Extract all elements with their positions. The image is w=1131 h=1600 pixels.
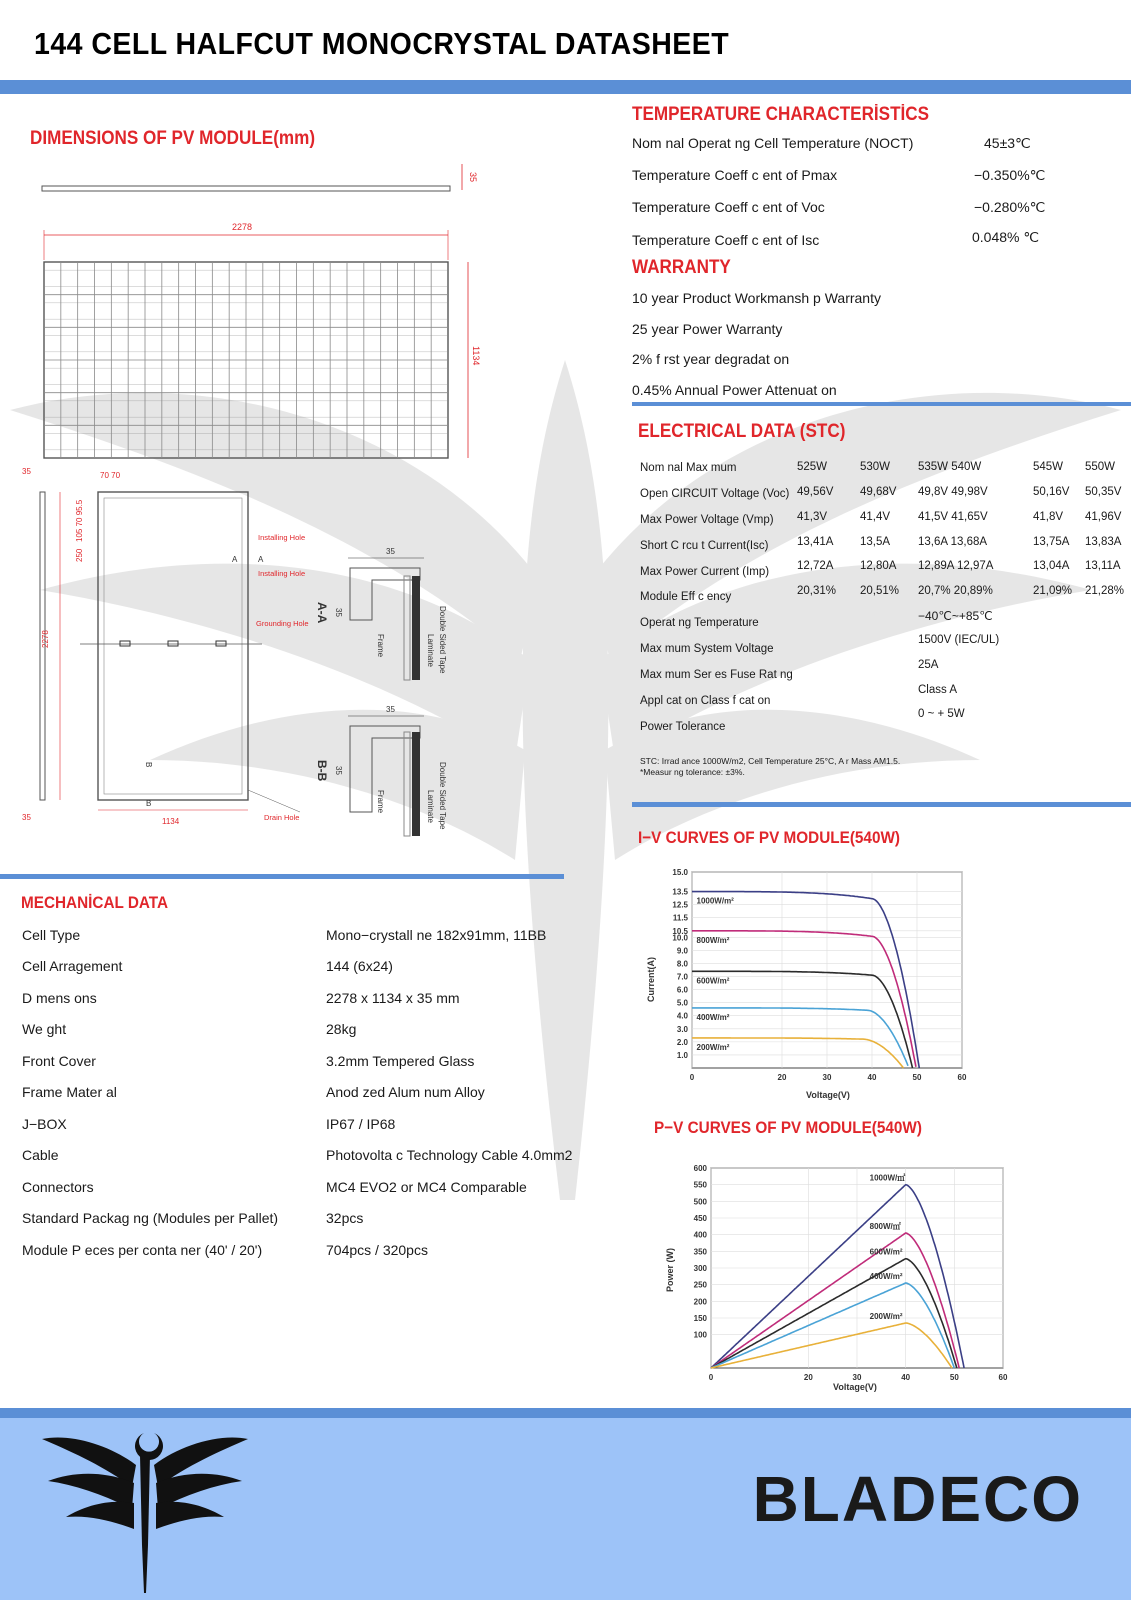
mech-row-value: Photovolta c Technology Cable 4.0mm2 [326,1147,573,1163]
y-tick-label: 500 [693,1197,707,1207]
y-tick-label: 3.0 [676,1024,688,1034]
y-tick-label: 15.0 [672,868,688,877]
elec-row-label: Max Power Current (Imp) [640,566,770,578]
elec-cell: 50,16V [1033,486,1070,498]
temp-row-value: −0.350%℃ [974,167,1046,183]
elec-other-label: Operat ng Temperature [640,617,759,629]
elec-cell: 49,68V [860,486,897,498]
y-tick-label: 550 [693,1180,707,1190]
mech-row-label: Module P eces per conta ner (40' / 20') [22,1242,263,1258]
label-b-rear: B [144,762,153,768]
elec-cell: 12,89A 12,97A [918,560,994,572]
y-tick-label: 2.0 [676,1037,688,1047]
elec-cell: 20,31% [797,585,837,597]
elec-other-value: 25A [918,659,939,671]
temp-row-value: 0.048% ℃ [972,229,1040,245]
bb-label: B-B [315,760,329,782]
elec-cell: 12,72A [797,560,834,572]
page-title: 144 CELL HALFCUT MONOCRYSTAL DATASHEET [34,26,730,61]
pv-series-label: 600W/m² [869,1247,903,1257]
temp-row-value: −0.280%℃ [974,199,1046,215]
elec-other-value: 0 ~ + 5W [918,708,965,720]
x-tick-label: 50 [912,1073,922,1082]
aa-frame-label: Frame [376,634,385,658]
y-tick-label: 400 [693,1230,707,1240]
elec-cell: 13,5A [860,536,891,548]
y-tick-label: 450 [693,1214,707,1223]
elec-power: 530W [860,461,891,473]
bb-frame-label: Frame [376,790,385,814]
electrical-divider [632,802,1131,807]
grounding-hole-label: Grounding Hole [256,619,309,628]
mech-row-label: J−BOX [22,1116,67,1132]
elec-cell: 49,56V [797,486,834,498]
aa-height-dim: 35 [334,608,343,617]
temp-row-value: 45±3℃ [984,135,1031,151]
elec-power: 545W [1033,461,1064,473]
elec-header-label: Nom nal Max mum [640,462,737,474]
brand-name: BLADECO [752,1463,1083,1535]
pv-series-label: 1000W/㎡ [869,1173,906,1183]
mech-row-value: 3.2mm Tempered Glass [326,1053,475,1069]
pv-chart [655,1158,1025,1396]
mech-row-value: MC4 EVO2 or MC4 Comparable [326,1179,527,1195]
length-dim: 2278 [232,222,253,232]
mech-row-value: 28kg [326,1021,357,1037]
dimensions-title: DIMENSIONS OF PV MODULE(mm) [30,128,316,149]
x-tick-label: 0 [708,1373,714,1382]
installing-hole-label: Installing Hole [258,533,306,542]
elec-cell: 20,51% [860,585,900,597]
elec-cell: 41,96V [1085,511,1122,523]
elec-cell: 13,6A 13,68A [918,536,988,548]
mech-row-label: Standard Packag ng (Modules per Pallet) [22,1210,279,1226]
elec-cell: 13,11A [1085,560,1121,572]
elec-other-value: 1500V (IEC/UL) [918,634,1000,646]
elec-cell: 13,04A [1033,560,1070,572]
y-tick-label: 350 [693,1247,707,1257]
temp-row-label: Temperature Coeff c ent of Isc [632,232,820,248]
mechanical-title: MECHANİCAL DATA [21,893,169,912]
elec-cell: 13,83A [1085,536,1122,548]
label-b-rear-2: B [146,799,152,808]
mech-row-label: We ght [22,1021,67,1037]
elec-other-label: Max mum Ser es Fuse Rat ng [640,669,793,681]
y-tick-label: 1.0 [676,1050,688,1060]
iv-xlabel: Voltage(V) [806,1090,850,1100]
warranty-item: 2% f rst year degradat on [632,351,790,367]
pv-series-label: 200W/m² [869,1312,903,1321]
cell-grid [44,262,448,458]
elec-cell: 41,8V [1033,511,1064,523]
elec-row-label: Max Power Voltage (Vmp) [640,514,774,526]
temp-row-label: Temperature Coeff c ent of Voc [632,199,825,215]
x-tick-label: 50 [949,1373,959,1382]
aa-width-dim: 35 [386,547,395,556]
mech-row-label: Frame Mater al [22,1084,117,1100]
iv-series-label: 800W/m² [696,935,730,945]
elec-other-value: −40℃~+85℃ [918,609,993,623]
x-tick-label: 40 [867,1073,877,1082]
bb-height-dim: 35 [334,766,343,775]
elec-other-label: Power Tolerance [640,721,726,733]
mech-row-label: D mens ons [22,990,97,1006]
elec-cell: 13,41A [797,536,834,548]
bb-laminate-label: Laminate [426,790,435,823]
aa-laminate-label: Laminate [426,634,435,667]
drain-hole-label: Drain Hole [264,813,300,822]
rear-hole-spacing: 70 70 [100,471,121,480]
y-tick-label: 5.0 [676,998,688,1008]
y-tick-label: 11.5 [672,913,688,923]
elec-cell: 20,7% 20,89% [918,585,993,597]
bb-width-dim: 35 [386,705,395,714]
x-tick-label: 20 [777,1073,787,1082]
thickness-dim: 35 [468,172,478,183]
header-band [0,80,1131,94]
rear-hole-250: 250 [75,548,84,562]
electrical-title: ELECTRICAL DATA (STC) [638,421,846,442]
iv-series-label: 400W/m² [696,1012,730,1022]
elec-power: 550W [1085,461,1116,473]
elec-cell: 12,80A [860,560,897,572]
y-tick-label: 200 [693,1297,707,1307]
y-tick-label: 8.0 [676,959,688,969]
warranty-item: 25 year Power Warranty [632,321,783,337]
y-tick-label: 12.5 [672,900,688,910]
temp-row-label: Nom nal Operat ng Cell Temperature (NOCT) [632,135,914,151]
aa-tape-label: Double Sided Tape [438,606,447,674]
elec-cell: 41,4V [860,511,891,523]
x-tick-label: 30 [852,1373,862,1382]
x-tick-label: 20 [803,1373,813,1382]
installing-hole-label-2: Installing Hole [258,569,306,578]
rear-bottom-dim: 35 [22,813,31,822]
label-a-right: A [258,555,264,564]
mech-row-value: 704pcs / 320pcs [326,1242,428,1258]
iv-series-label: 600W/m² [696,976,730,986]
elec-cell: 41,5V 41,65V [918,511,988,523]
y-tick-label: 600 [693,1164,707,1173]
elec-other-label: Appl cat on Class f cat on [640,695,771,707]
mech-row-value: Mono−crystall ne 182x91mm, 11BB [326,927,547,943]
elec-power: 535W 540W [918,461,982,473]
iv-series-label: 200W/m² [696,1042,730,1052]
stc-note: STC: Irrad ance 1000W/m2, Cell Temperature 25°C, A r Mass AM1.5. [640,756,901,766]
width-dim: 1134 [471,346,481,366]
y-tick-label: 100 [693,1330,707,1340]
warranty-divider [632,402,1131,406]
y-tick-label: 6.0 [676,985,688,995]
mech-row-label: Connectors [22,1179,94,1195]
elec-cell: 21,09% [1033,585,1073,597]
y-tick-label: 250 [693,1280,707,1290]
bb-tape-label: Double Sided Tape [438,762,447,830]
module-dimension-drawing [0,150,560,860]
aa-label: A-A [315,602,329,624]
rear-top-dim: 35 [22,467,31,476]
warranty-title: WARRANTY [632,257,731,278]
y-tick-label: 150 [693,1314,707,1323]
pv-series-label: 400W/m² [869,1272,903,1281]
rear-hole-offsets: 105 70 95.5 [75,499,84,542]
mech-row-label: Front Cover [22,1053,96,1069]
elec-power: 525W [797,461,828,473]
elec-other-label: Max mum System Voltage [640,643,774,655]
y-tick-label: 7.0 [676,972,688,982]
elec-cell: 41,3V [797,511,828,523]
iv-ylabel: Current(A) [646,957,656,1002]
temp-row-label: Temperature Coeff c ent of Pmax [632,167,838,183]
rear-length-dim: 2278 [41,630,50,648]
elec-row-label: Open CIRCUIT Voltage (Voc) [640,488,790,500]
elec-cell: 21,28% [1085,585,1125,597]
mech-row-value: IP67 / IP68 [326,1116,396,1132]
mech-row-value: 32pcs [326,1210,364,1226]
x-tick-label: 30 [822,1073,832,1082]
warranty-item: 0.45% Annual Power Attenuat on [632,382,837,398]
elec-cell: 50,35V [1085,486,1122,498]
mech-row-label: Cable [22,1147,59,1163]
elec-row-label: Module Eff c ency [640,591,732,603]
mech-row-value: 2278 x 1134 x 35 mm [326,990,460,1006]
rear-width-dim: 1134 [162,817,180,826]
y-tick-label: 4.0 [676,1011,688,1021]
elec-other-value: Class A [918,684,957,696]
y-tick-label: 10.5 [672,926,688,936]
iv-chart [640,862,980,1102]
temperature-title: TEMPERATURE CHARACTERİSTİCS [632,104,930,125]
mech-row-value: 144 (6x24) [326,958,393,974]
x-tick-label: 60 [957,1073,967,1082]
iv-series-label: 1000W/m² [696,896,734,906]
pv-ylabel: Power (W) [665,1248,675,1292]
y-tick-label: 9.0 [676,946,688,956]
y-tick-label: 13.5 [672,887,688,897]
pv-series-label: 800W/㎡ [869,1222,901,1231]
x-tick-label: 0 [689,1073,695,1082]
pv-xlabel: Voltage(V) [833,1382,877,1392]
elec-cell: 49,8V 49,98V [918,486,988,498]
pv-chart-title: P−V CURVES OF PV MODULE(540W) [654,1118,922,1137]
iv-chart-title: I−V CURVES OF PV MODULE(540W) [638,828,900,847]
mech-row-value: Anod zed Alum num Alloy [326,1084,485,1100]
x-tick-label: 40 [901,1373,911,1382]
elec-row-label: Short C rcu t Current(Isc) [640,540,769,552]
brand-logo-icon [40,1425,250,1595]
warranty-item: 10 year Product Workmansh p Warranty [632,290,881,306]
label-a-left: A [232,555,238,564]
measuring-note: *Measur ng tolerance: ±3%. [640,767,745,777]
mech-row-label: Cell Arragement [22,958,123,974]
mechanical-divider [0,874,564,879]
mech-row-label: Cell Type [22,927,81,943]
footer-band [0,1408,1131,1418]
elec-cell: 13,75A [1033,536,1070,548]
x-tick-label: 60 [998,1373,1008,1382]
y-tick-label: 300 [693,1264,707,1273]
y-tick-label: 10.0 [672,933,688,943]
